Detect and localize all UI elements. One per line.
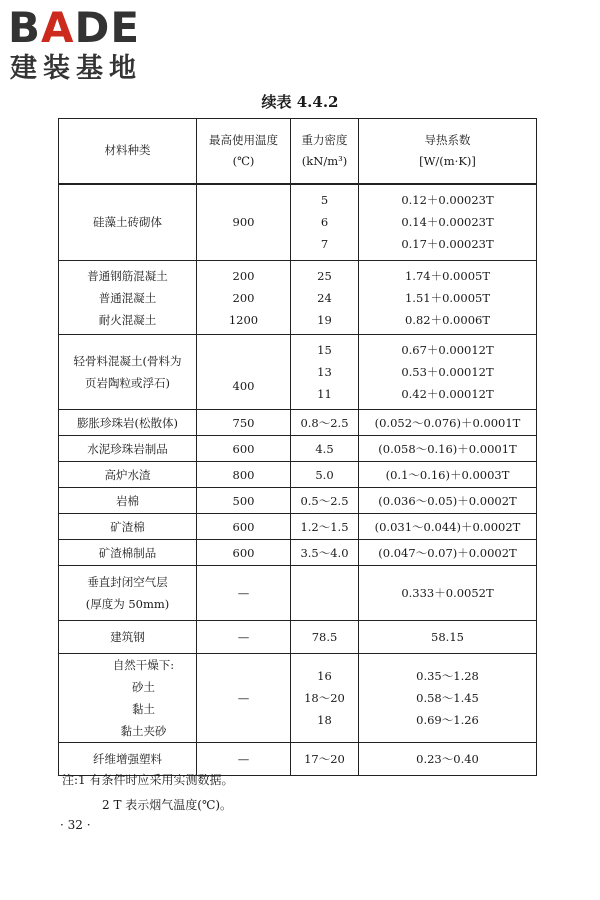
density: 16 18～20 18 xyxy=(291,654,359,743)
max-temp: 200 200 1200 xyxy=(197,261,291,335)
material-name: 岩棉 xyxy=(59,488,197,514)
table-row xyxy=(59,566,537,621)
material-name: 水泥珍珠岩制品 xyxy=(59,436,197,462)
density xyxy=(291,566,359,621)
table-row xyxy=(59,621,537,654)
max-temp: 800 xyxy=(197,462,291,488)
density: 5 6 7 xyxy=(291,184,359,261)
material-name: 矿渣棉制品 xyxy=(59,540,197,566)
density: 5.0 xyxy=(291,462,359,488)
conductivity: 0.23～0.40 xyxy=(359,743,537,776)
density: 4.5 xyxy=(291,436,359,462)
conductivity: 58.15 xyxy=(359,621,537,654)
table-row xyxy=(59,184,537,261)
header-material: 材料种类 xyxy=(59,119,197,184)
conductivity: 0.35～1.28 0.58～1.45 0.69～1.26 xyxy=(359,654,537,743)
logo-wordmark: BADE xyxy=(8,3,141,52)
max-temp: — xyxy=(197,566,291,621)
conductivity: (0.036～0.05)＋0.0002T xyxy=(359,488,537,514)
max-temp: — xyxy=(197,654,291,743)
footnote-2: 2 T 表示烟气温度(℃)。 xyxy=(102,798,233,812)
header-density: 重力密度 (kN/m³) xyxy=(291,119,359,184)
table-row xyxy=(59,654,537,743)
density: 17～20 xyxy=(291,743,359,776)
max-temp: 600 xyxy=(197,514,291,540)
table-header-row xyxy=(59,119,537,184)
max-temp: — xyxy=(197,621,291,654)
max-temp: 600 xyxy=(197,540,291,566)
density: 78.5 xyxy=(291,621,359,654)
bade-logo xyxy=(8,3,183,86)
material-name: 矿渣棉 xyxy=(59,514,197,540)
conductivity: 0.12＋0.00023T 0.14＋0.00023T 0.17＋0.00023T xyxy=(359,184,537,261)
max-temp: 500 xyxy=(197,488,291,514)
table-row xyxy=(59,514,537,540)
material-name: 硅藻土砖砌体 xyxy=(59,184,197,261)
table-row xyxy=(59,410,537,436)
thermal-conductivity-table xyxy=(58,118,537,776)
density: 3.5～4.0 xyxy=(291,540,359,566)
table-row xyxy=(59,261,537,335)
conductivity: 0.333＋0.0052T xyxy=(359,566,537,621)
header-conductivity: 导热系数 [W/(m·K)] xyxy=(359,119,537,184)
material-name: 建筑钢 xyxy=(59,621,197,654)
logo-chinese: 建装基地 xyxy=(10,53,142,84)
material-name: 普通钢筋混凝土 普通混凝土 耐火混凝土 xyxy=(59,261,197,335)
material-name: 垂直封闭空气层 (厚度为 50mm) xyxy=(59,566,197,621)
material-name: 轻骨料混凝土(骨料为 页岩陶粒或浮石) xyxy=(59,335,197,410)
max-temp: — xyxy=(197,743,291,776)
density: 25 24 19 xyxy=(291,261,359,335)
conductivity: 1.74＋0.0005T 1.51＋0.0005T 0.82＋0.0006T xyxy=(359,261,537,335)
conductivity: (0.031～0.044)＋0.0002T xyxy=(359,514,537,540)
conductivity: (0.052～0.076)＋0.0001T xyxy=(359,410,537,436)
table-row xyxy=(59,462,537,488)
conductivity: (0.1～0.16)＋0.0003T xyxy=(359,462,537,488)
conductivity: 0.67＋0.00012T 0.53＋0.00012T 0.42＋0.00012T xyxy=(359,335,537,410)
density: 0.8～2.5 xyxy=(291,410,359,436)
table-caption: 续表 4.4.2 xyxy=(261,93,339,111)
table-row xyxy=(59,335,537,410)
page-number: · 32 · xyxy=(60,818,91,832)
material-name: 纤维增强塑料 xyxy=(59,743,197,776)
material-name: 膨胀珍珠岩(松散体) xyxy=(59,410,197,436)
table-row xyxy=(59,540,537,566)
conductivity: (0.058～0.16)＋0.0001T xyxy=(359,436,537,462)
table-row xyxy=(59,436,537,462)
density: 15 13 11 xyxy=(291,335,359,410)
max-temp: 750 xyxy=(197,410,291,436)
max-temp: 600 xyxy=(197,436,291,462)
max-temp: 900 xyxy=(197,184,291,261)
density: 1.2～1.5 xyxy=(291,514,359,540)
density: 0.5～2.5 xyxy=(291,488,359,514)
conductivity: (0.047～0.07)＋0.0002T xyxy=(359,540,537,566)
header-max-temp: 最高使用温度 (℃) xyxy=(197,119,291,184)
material-name: 高炉水渣 xyxy=(59,462,197,488)
material-name: 自然干燥下: 砂土 黏土 黏土夹砂 xyxy=(59,654,197,743)
max-temp: 400 xyxy=(197,335,291,410)
table-row xyxy=(59,488,537,514)
footnote-1: 注:1 有条件时应采用实测数据。 xyxy=(62,773,234,787)
